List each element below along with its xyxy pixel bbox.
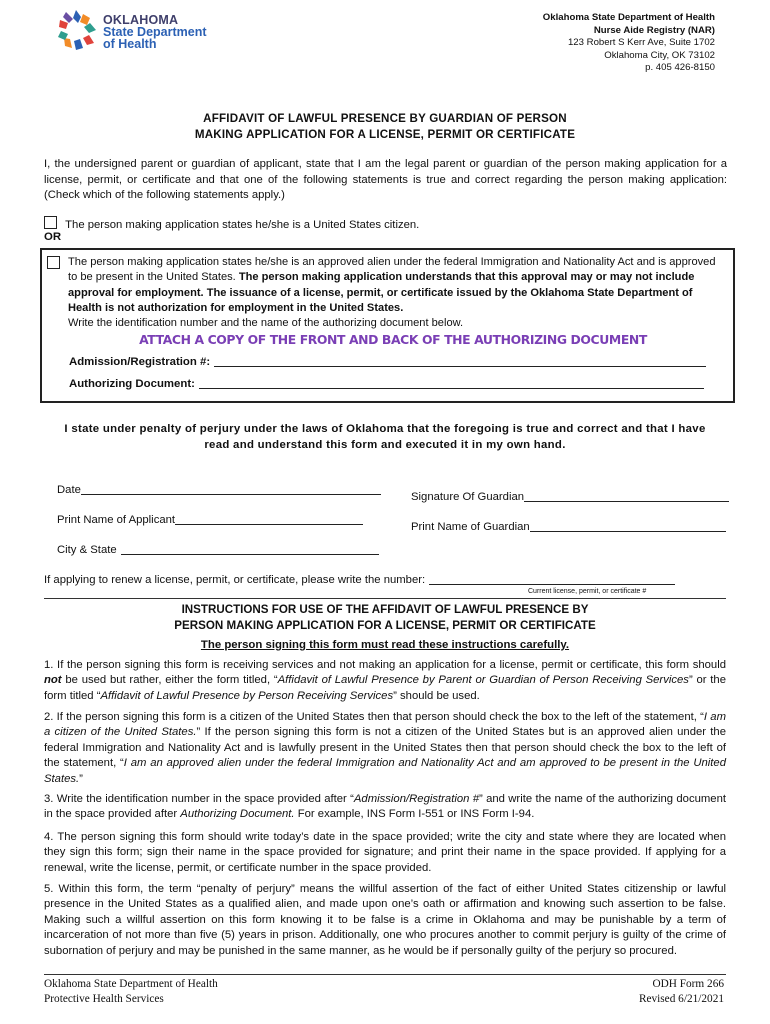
city-state-field[interactable] xyxy=(121,542,379,555)
guardian-signature-label: Signature Of Guardian xyxy=(411,491,525,503)
footer-divider xyxy=(44,974,726,975)
date-row xyxy=(57,482,381,496)
agency-name: Oklahoma State Department of Health xyxy=(542,12,715,23)
instruction-1-form-title-1: Affidavit of Lawful Presence by Parent or Guardian of Person Receiving Services xyxy=(277,674,689,687)
or-label: OR xyxy=(44,231,62,243)
admission-registration-row xyxy=(69,354,706,368)
print-guardian-field[interactable] xyxy=(530,519,726,532)
perjury-statement xyxy=(40,421,730,453)
instruction-2 xyxy=(44,710,726,787)
instruction-1-text-b: be used but rather, either the form titled, “ xyxy=(65,674,278,687)
instruction-1-text-c: ” or the form titled “ xyxy=(44,674,726,702)
authorizing-document-field[interactable] xyxy=(199,376,704,389)
phone-number: p. 405 426-8150 xyxy=(645,62,715,73)
instruction-3-quote-1: Admission/Registration # xyxy=(353,793,480,805)
footer-form-number: ODH Form 266 xyxy=(652,978,724,990)
instruction-1-text-d: ” should be used. xyxy=(393,689,480,702)
city-state-label: City & State xyxy=(57,544,117,556)
instruction-3-text-c: For example, INS Form I-551 or INS Form I-94. xyxy=(294,808,535,821)
instruction-3 xyxy=(44,792,726,823)
form-title-line-1: AFFIDAVIT OF LAWFUL PRESENCE BY GUARDIAN OF PERSON xyxy=(203,112,567,125)
instruction-5: 5. Within this form, the term “penalty of perjury” means the willful assertion of the fact of either United States citizenship or lawful presence in the United States as a qualified alien, and made upon one’s oath or affirmation and knowing such assertion to be false. Making such a willful assertion on this form knowing it to be false is a crime in Oklahoma and may be punishable by a term of incarceration of not more than five (5) years in prison. Additionally, one who procures another to commit perjury is guilty of the crime of subornation of perjury and may be punished in the same manner, as he would be if personally guilty of the perjury so procured. xyxy=(44,883,726,957)
print-applicant-field[interactable] xyxy=(175,512,363,525)
date-label: Date xyxy=(57,484,81,496)
print-applicant-row xyxy=(57,512,363,526)
address-line-2: Oklahoma City, OK 73102 xyxy=(604,49,715,61)
agency-address-block xyxy=(543,12,715,75)
instruction-1-not: not xyxy=(44,674,62,687)
perjury-line-1: I state under penalty of perjury under the laws of Oklahoma that the foregoing is true and correct and that I have xyxy=(64,423,706,435)
instruction-4: 4. The person signing this form should write today’s date in the space provided; write the city and state where they are located when they sign this form; sign their name in the space provided for signature; and print their name in the space provided. If applying for a renewal, write the license, permit, or certificate number in the space provided. xyxy=(44,831,726,874)
renewal-row xyxy=(44,572,675,586)
alien-option-text: The person making application states he/she is an approved alien under the federal Immigration and Nationality Act and is approved to be present in the United States. xyxy=(68,256,716,284)
admission-registration-label: Admission/Registration #: xyxy=(69,356,211,368)
footer-revision-date: Revised 6/21/2021 xyxy=(638,993,724,1005)
section-divider xyxy=(44,598,726,599)
authorizing-document-row xyxy=(69,376,704,390)
instruction-1-text-a: 1. If the person signing this form is receiving services and not making an application for a license, permit or certificate, this form should xyxy=(44,659,726,671)
alien-option-box xyxy=(40,248,735,403)
authorizing-document-label: Authorizing Document: xyxy=(69,378,195,390)
instruction-2-quote-2: I am an approved alien under the federal Immigration and Nationality Act and am approved to be present in the United States. xyxy=(44,757,726,785)
registry-name: Nurse Aide Registry (NAR) xyxy=(593,24,715,36)
footer-agency: Oklahoma State Department of Health xyxy=(44,978,218,990)
logo-line-of-health: of Health xyxy=(103,37,157,51)
admission-registration-field[interactable] xyxy=(214,354,706,367)
intro-paragraph: I, the undersigned parent or guardian of applicant, state that I am the legal parent or guardian of the person making application for a license, permit, or certificate and that one of the following statements is true and correct regarding the person making application: (Check which of the following statements apply.) xyxy=(44,158,727,201)
perjury-line-2: read and understand this form and executed it in my own hand. xyxy=(204,439,566,451)
alien-option-write-instruction: Write the identification number and the name of the authorizing document below. xyxy=(68,317,464,330)
instruction-2-text-c: ” xyxy=(79,772,83,785)
citizen-checkbox[interactable] xyxy=(44,216,57,229)
osdh-logo xyxy=(56,8,226,56)
print-guardian-label: Print Name of Guardian xyxy=(411,521,530,533)
instruction-3-quote-2: Authorizing Document. xyxy=(180,808,295,821)
citizen-option-label: The person making application states he/she is a United States citizen. xyxy=(65,219,420,231)
instruction-3-text-a: 3. Write the identification number in the space provided after “ xyxy=(44,793,354,805)
instructions-title-line-1: INSTRUCTIONS FOR USE OF THE AFFIDAVIT OF LAWFUL PRESENCE BY xyxy=(181,603,589,616)
attach-document-notice: ATTACH A COPY OF THE FRONT AND BACK OF THE AUTHORIZING DOCUMENT xyxy=(139,332,647,348)
instruction-1-form-title-2: Affidavit of Lawful Presence by Person Receiving Services xyxy=(100,689,394,702)
print-guardian-row xyxy=(411,519,726,533)
instruction-2-text-a: 2. If the person signing this form is a citizen of the United States then that person should check the box to the left of the statement, “ xyxy=(44,711,704,723)
renewal-number-field[interactable] xyxy=(429,572,675,585)
citizen-option-row xyxy=(44,216,419,231)
instruction-2-quote-1: I am a citizen of the United States. xyxy=(44,711,726,739)
renewal-label: If applying to renew a license, permit, or certificate, please write the number: xyxy=(44,574,426,586)
renewal-caption: Current license, permit, or certificate # xyxy=(528,588,647,595)
logo-line-state-department: State Department xyxy=(103,25,207,39)
osdh-logo-icon xyxy=(56,8,100,54)
print-applicant-label: Print Name of Applicant xyxy=(57,514,176,526)
form-title-line-2: MAKING APPLICATION FOR A LICENSE, PERMIT OR CERTIFICATE xyxy=(194,128,576,141)
instruction-2-text-b: ” If the person signing this form is not a citizen of the United States but is an approved alien under the federal Immigration and Nationality Act and is lawfully present in the United States then that person should check the box to the left of the statement, “ xyxy=(44,726,726,770)
footer-right xyxy=(639,977,724,1007)
instructions-subtitle: The person signing this form must read these instructions carefully. xyxy=(200,639,570,651)
instruction-3-text-b: ” and write the name of the authorizing document in the space provided after xyxy=(44,793,726,821)
city-state-row xyxy=(57,542,379,556)
instruction-1 xyxy=(44,658,726,704)
date-field[interactable] xyxy=(81,482,381,495)
logo-line-oklahoma: OKLAHOMA xyxy=(103,13,179,27)
form-title xyxy=(0,111,770,143)
guardian-signature-field[interactable] xyxy=(524,489,729,502)
instructions-title xyxy=(0,602,770,634)
alien-checkbox[interactable] xyxy=(47,256,60,269)
footer-division: Protective Health Services xyxy=(44,993,164,1005)
guardian-signature-row xyxy=(411,489,729,503)
alien-option-employment-notice: The person making application understands that this approval may or may not include approval for employment. The issuance of a license, permit, or certificate issued by the Oklahoma State Department of Health is not authorization for employment in the United States. xyxy=(68,271,695,314)
address-line-1: 123 Robert S Kerr Ave, Suite 1702 xyxy=(567,37,715,48)
footer-left xyxy=(44,977,218,1007)
instructions-title-line-2: PERSON MAKING APPLICATION FOR A LICENSE, PERMIT OR CERTIFICATE xyxy=(174,619,596,632)
